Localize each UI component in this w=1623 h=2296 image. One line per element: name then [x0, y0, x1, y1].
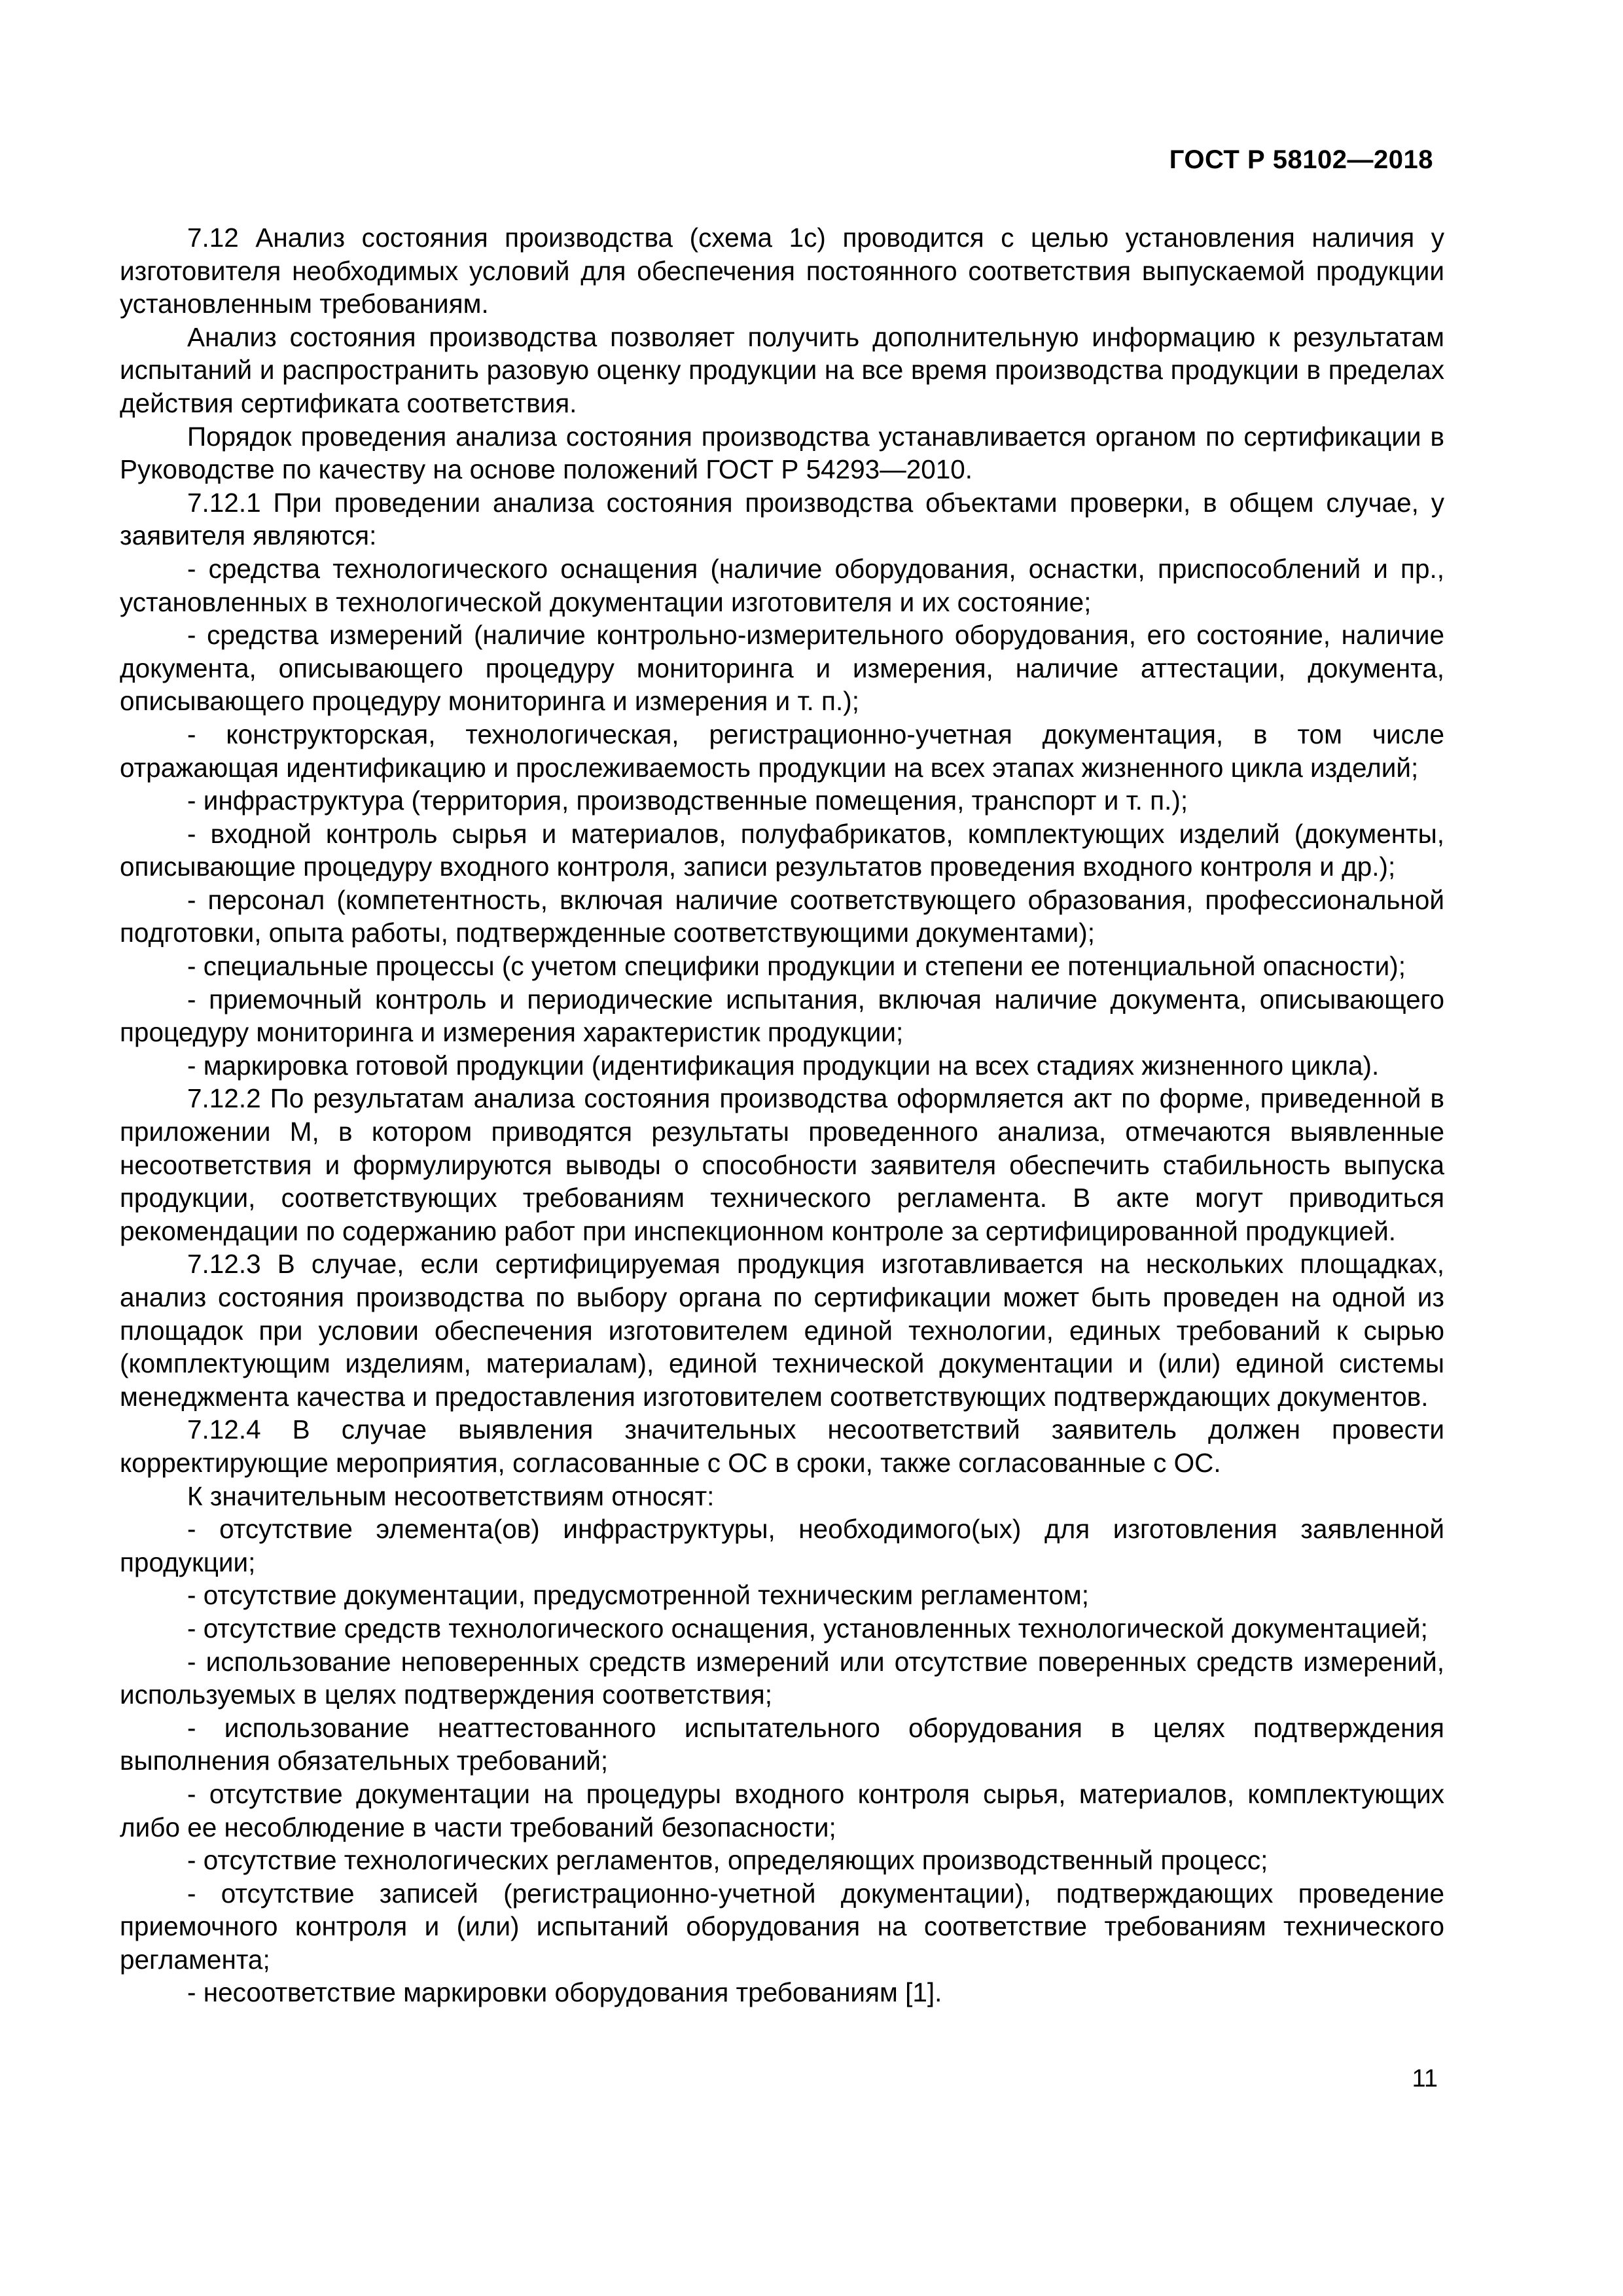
- list-item: - инфраструктура (территория, производственные помещения, транспорт и т. п.);: [187, 785, 1188, 816]
- list-item: - отсутствие средств технологического оснащения, установленных технологической документацией;: [187, 1613, 1428, 1643]
- list-item: - отсутствие записей (регистрационно-учетной документации), подтверждающих проведение приемочного контроля и (или) испытаний оборудования на соответствие требованиям технического регламента;: [120, 1878, 1444, 1975]
- list-item: - использование неаттестованного испытательного оборудования в целях подтверждения выполнения обязательных требований;: [120, 1712, 1444, 1776]
- page-number: 11: [1412, 2065, 1438, 2092]
- list-item: - отсутствие документации, предусмотренной техническим регламентом;: [187, 1580, 1089, 1611]
- paragraph: Анализ состояния производства позволяет получить дополнительную информацию к результатам испытаний и распространить разовую оценку продукции на все время производства продукции в пределах действия сертификата соответствия.: [120, 321, 1444, 418]
- paragraph: Порядок проведения анализа состояния производства устанавливается органом по сертификации в Руководстве по качеству на основе положений ГОСТ Р 54293—2010.: [120, 421, 1444, 485]
- document-header: ГОСТ Р 58102—2018: [1169, 145, 1433, 174]
- list-item: - отсутствие документации на процедуры входного контроля сырья, материалов, комплектующих либо ее несоблюдение в части требований безопасности;: [120, 1778, 1444, 1842]
- paragraph-7-12: 7.12 Анализ состояния производства (схема 1с) проводится с целью установления наличия у изготовителя необходимых условий для обеспечения постоянного соответствия выпускаемой продукции установленным требованиям.: [120, 223, 1444, 319]
- document-body: [120, 221, 1444, 2009]
- list-item: - персонал (компетентность, включая наличие соответствующего образования, профессиональной подготовки, опыта работы, подтвержденные соответствующими документами);: [120, 884, 1444, 948]
- list-item: - приемочный контроль и периодические испытания, включая наличие документа, описывающего процедуру мониторинга и измерения характеристик продукции;: [120, 984, 1444, 1048]
- list-item: - несоответствие маркировки оборудования требованиям [1].: [187, 1977, 942, 2008]
- list-item: - использование неповеренных средств измерений или отсутствие поверенных средств измерений, используемых в целях подтверждения соответствия;: [120, 1646, 1444, 1710]
- paragraph: К значительным несоответствиям относят:: [187, 1480, 715, 1511]
- paragraph-7-12-4: 7.12.4 В случае выявления значительных несоответствий заявитель должен провести корректирующие мероприятия, согласованные с ОС в сроки, также согласованные с ОС.: [120, 1414, 1444, 1478]
- list-item: - маркировка готовой продукции (идентификация продукции на всех стадиях жизненного цикла).: [187, 1050, 1380, 1081]
- list-item: - отсутствие технологических регламентов, определяющих производственный процесс;: [187, 1845, 1268, 1876]
- list-item: - специальные процессы (с учетом специфики продукции и степени ее потенциальной опасности);: [187, 951, 1406, 982]
- list-item: - средства измерений (наличие контрольно-измерительного оборудования, его состояние, наличие документа, описывающего процедуру мониторинга и измерения, наличие аттестации, документа, описывающего процедуру мониторинга и измерения и т. п.);: [120, 620, 1444, 717]
- list-item: - входной контроль сырья и материалов, полуфабрикатов, комплектующих изделий (документы, описывающие процедуру входного контроля, записи результатов проведения входного контроля и др.);: [120, 818, 1444, 882]
- list-item: - средства технологического оснащения (наличие оборудования, оснастки, приспособлений и пр., установленных в технологической документации изготовителя и их состояние;: [120, 553, 1444, 617]
- list-item: - отсутствие элемента(ов) инфраструктуры, необходимого(ых) для изготовления заявленной продукции;: [120, 1514, 1444, 1577]
- paragraph-7-12-2: 7.12.2 По результатам анализа состояния производства оформляется акт по форме, приведенной в приложении М, в котором приводятся результаты проведенного анализа, отмечаются выявленные несоответствия и формулируются выводы о способности заявителя обеспечить стабильность выпуска продукции, соответствующих требованиям технического регламента. В акте могут приводиться рекомендации по содержанию работ при инспекционном контроле за сертифицированной продукцией.: [120, 1083, 1444, 1246]
- paragraph-7-12-1: 7.12.1 При проведении анализа состояния производства объектами проверки, в общем случае, у заявителя являются:: [120, 487, 1444, 551]
- paragraph-7-12-3: 7.12.3 В случае, если сертифицируемая продукция изготавливается на нескольких площадках, анализ состояния производства по выбору органа по сертификации может быть проведен на одной из площадок при условии обеспечения изготовителем единой технологии, единых требований к сырью (комплектующим изделиям, материалам), единой технической документации и (или) единой системы менеджмента качества и предоставления изготовителем соответствующих подтверждающих документов.: [120, 1249, 1444, 1412]
- list-item: - конструкторская, технологическая, регистрационно-учетная документация, в том числе отражающая идентификацию и прослеживаемость продукции на всех этапах жизненного цикла изделий;: [120, 719, 1444, 783]
